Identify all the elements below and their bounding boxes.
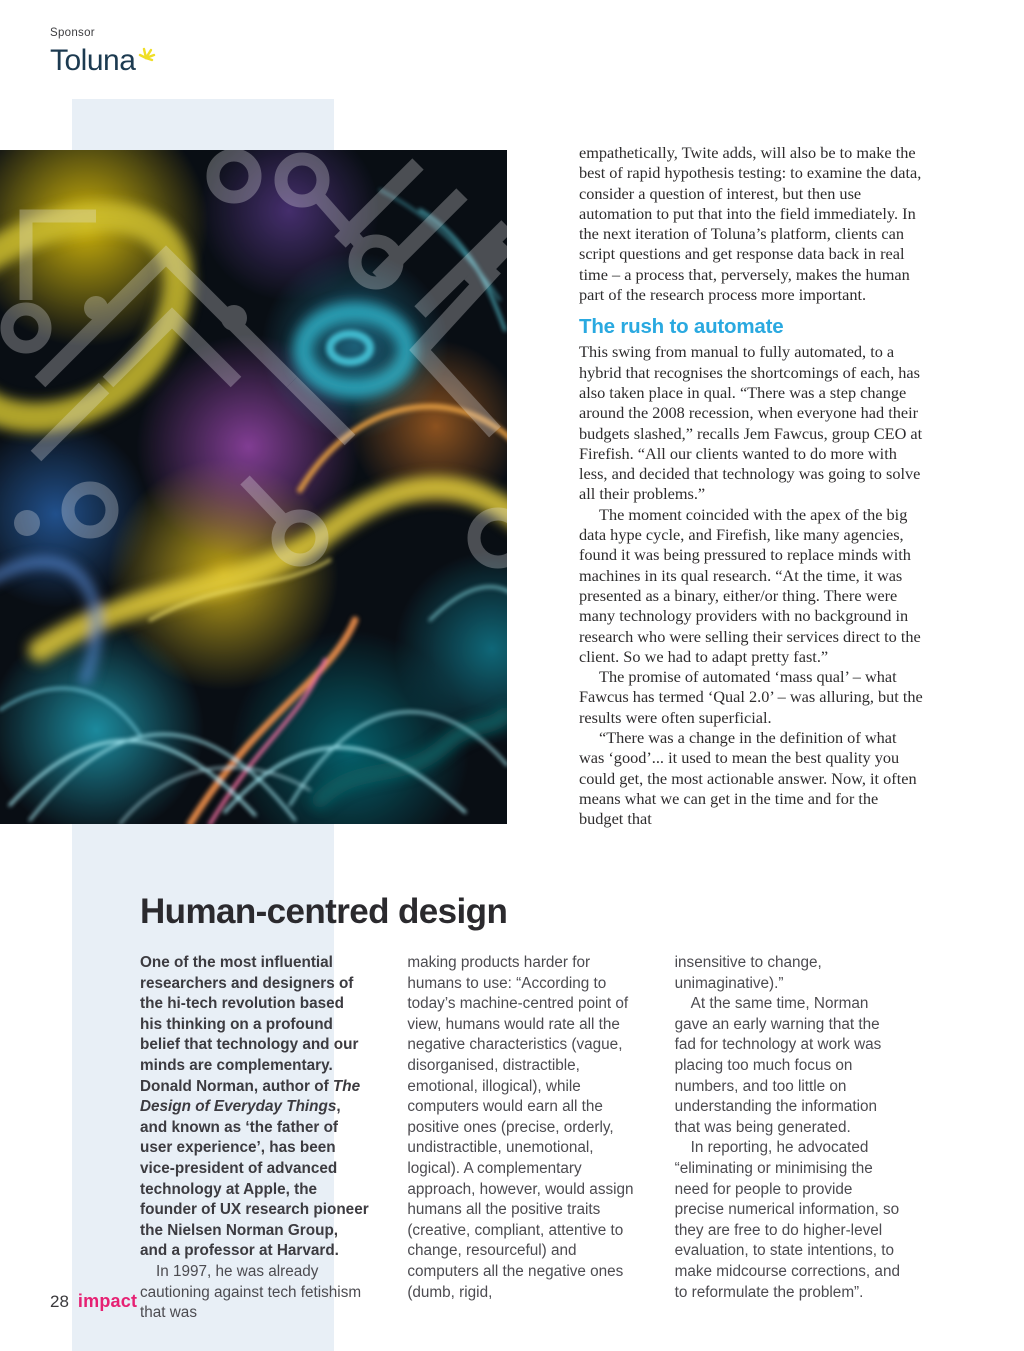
section-heading: The rush to automate	[579, 315, 784, 339]
article-column	[579, 143, 923, 830]
lead-text: One of the most influential researchers and designers of the hi-tech revolution based his thinking on a profound belief that technology and our minds are complementary. Donald Norman, author of	[140, 954, 359, 1095]
feature-column-2	[407, 953, 636, 1324]
article-paragraph: empathetically, Twite adds, will also be to make the best of rapid hypothesis testing: to examine the data, consider a question of interest, but then use automation to put that into the field immediately. In the next iteration of Toluna’s platform, clients can script questions and get response data back in real time – a process that, perversely, makes the human part of the research process more important.	[579, 143, 922, 305]
article-paragraph: The moment coincided with the apex of the big data hype cycle, and Firefish, like many agencies, found it was being pressured to replace minds with machines in its qual research. “At the time, it was presented as a binary, either/or thing. There were many technology providers with no background in research who were selling their services direct to the client. So we had to adapt pretty fast.”	[579, 504, 921, 666]
feature-paragraph: In reporting, he advocated “eliminating or minimising the need for people to provide precise numerical information, so they are free to do higher-level evaluation, to state intentions, to make midcourse corrections, and to reformulate the problem”.	[674, 1139, 900, 1301]
sponsor-header	[50, 27, 156, 78]
page-number: 28	[50, 1292, 69, 1311]
feature-paragraph: At the same time, Norman gave an early warning that the fad for technology at work was placing too much focus on numbers, and too little on understanding the information that was being generated.	[674, 995, 882, 1136]
article-paragraph: This swing from manual to fully automated, to a hybrid that recognises the shortcomings of each, has also taken place in qual. “There was a step change around the 2008 recession, when everyone had their budgets slashed,” recalls Jem Fawcus, group CEO at Firefish. “All our clients wanted to do more with less, and decided that technology was going to solve all their problems.”	[579, 342, 923, 504]
feature-lead-paragraph	[140, 953, 369, 1262]
article-paragraph: The promise of automated ‘mass qual’ – what Fawcus has termed ‘Qual 2.0’ – was alluring, but the results were often superficial.	[579, 667, 923, 727]
lead-text: , and known as ‘the father of user experience’, has been vice-president of advanced technology at Apple, the founder of UX research pioneer the Nielsen Norman Group, and a professor at Harvard.	[140, 1098, 369, 1260]
book-title: The Design of Everyday Things	[140, 1077, 361, 1116]
feature-column-3	[675, 953, 904, 1324]
feature-column-1	[140, 953, 369, 1324]
page-footer	[50, 1291, 137, 1312]
article-paragraph: “There was a change in the definition of what was ‘good’... it used to mean the best quality you could get, the most actionable answer. Now, it often means what we can get in the time and for the budget that	[579, 728, 917, 829]
feature-paragraph: In 1997, he was already cautioning against tech fetishism that was	[140, 1262, 362, 1322]
sponsor-label: Sponsor	[50, 27, 95, 39]
circuit-pattern-overlay	[7, 155, 507, 562]
feature-box	[140, 891, 904, 1324]
feature-paragraph: making products harder for humans to use: “According to today’s machine-centred point of view, humans would rate all the negative characteristics (vague, disorganised, distractible, emotional, illogical), while computers would earn all the positive ones (precise, orderly, undistractible, unemotional, logical). A complementary approach, however, would assign humans all the positive traits (creative, compliant, attentive to change, resourceful) and computers all the negative ones (dumb, rigid,	[407, 954, 634, 1301]
magazine-logo: impact	[77, 1291, 138, 1311]
light-wisps	[0, 190, 507, 824]
toluna-wordmark: Toluna	[50, 44, 136, 77]
feature-paragraph: insensitive to change, unimaginative).”	[674, 954, 822, 992]
feature-box-columns	[140, 953, 904, 1324]
hero-abstract-light-trails-image	[0, 150, 507, 824]
sparkle-icon	[136, 40, 156, 74]
feature-box-heading: Human-centred design	[140, 892, 508, 931]
toluna-logo	[50, 44, 156, 78]
